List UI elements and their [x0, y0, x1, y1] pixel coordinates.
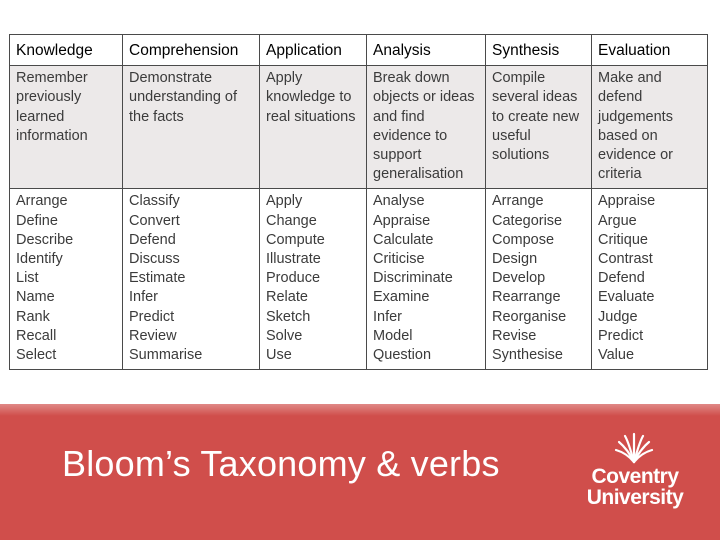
verb-item: Solve — [266, 327, 303, 344]
verb-item: Judge — [598, 308, 638, 325]
verb-item: Defend — [129, 231, 176, 248]
verb-item: Develop — [492, 270, 546, 287]
verb-item: Evaluate — [598, 289, 655, 306]
verb-item: Relate — [266, 289, 308, 306]
verbs-application — [260, 189, 367, 370]
header-evaluation: Evaluation — [592, 35, 708, 66]
phoenix-icon — [613, 432, 655, 464]
desc-synthesis: Compile several ideas to create new useful solutions — [486, 66, 592, 189]
verb-item: Produce — [266, 270, 321, 287]
verbs-comprehension — [123, 189, 260, 370]
verb-item: Identify — [16, 251, 63, 268]
verb-item: Describe — [16, 231, 74, 248]
verb-item: Categorise — [492, 212, 563, 229]
verb-item: Critique — [598, 231, 648, 248]
header-analysis: Analysis — [367, 35, 486, 66]
verb-item: Criticise — [373, 251, 425, 268]
verb-item: Arrange — [16, 193, 68, 210]
verbs-analysis — [367, 189, 486, 370]
verb-item: Appraise — [373, 212, 431, 229]
header-synthesis: Synthesis — [486, 35, 592, 66]
header-comprehension: Comprehension — [123, 35, 260, 66]
verb-item: Compose — [492, 231, 555, 248]
verbs-evaluation — [592, 189, 708, 370]
verb-item: Name — [16, 289, 55, 306]
verb-item: Design — [492, 251, 538, 268]
verb-item: List — [16, 270, 39, 287]
verb-item: Synthesise — [492, 347, 563, 364]
logo-line-1: Coventry — [591, 465, 679, 488]
desc-knowledge: Remember previously learned information — [10, 66, 123, 189]
verb-item: Contrast — [598, 251, 653, 268]
verb-item: Infer — [373, 308, 403, 325]
verb-item: Reorganise — [492, 308, 567, 325]
university-logo — [580, 432, 690, 522]
verb-item: Rank — [16, 308, 50, 325]
verb-item: Analyse — [373, 193, 425, 210]
verb-item: Arrange — [492, 193, 544, 210]
verb-item: Define — [16, 212, 58, 229]
verb-item: Estimate — [129, 270, 186, 287]
table-header-row — [10, 35, 708, 66]
logo-line-2: University — [586, 486, 684, 509]
verb-item: Examine — [373, 289, 430, 306]
verb-item: Convert — [129, 212, 180, 229]
verb-item: Select — [16, 347, 57, 364]
taxonomy-table — [9, 34, 708, 370]
verb-item: Classify — [129, 193, 180, 210]
desc-evaluation: Make and defend judgements based on evidence or criteria — [592, 66, 708, 189]
verbs-knowledge — [10, 189, 123, 370]
verb-item: Value — [598, 347, 635, 364]
verb-item: Revise — [492, 327, 537, 344]
verbs-synthesis — [486, 189, 592, 370]
header-knowledge: Knowledge — [10, 35, 123, 66]
verb-item: Infer — [129, 289, 159, 306]
verb-item: Defend — [598, 270, 645, 287]
description-row — [10, 66, 708, 189]
verb-item: Compute — [266, 231, 325, 248]
verb-item: Change — [266, 212, 317, 229]
verb-item: Discuss — [129, 251, 180, 268]
verb-item: Summarise — [129, 347, 203, 364]
verb-item: Use — [266, 347, 292, 364]
verbs-row — [10, 189, 708, 370]
desc-application: Apply knowledge to real situations — [260, 66, 367, 189]
verb-item: Predict — [129, 308, 175, 325]
verb-item: Illustrate — [266, 251, 321, 268]
verb-item: Predict — [598, 327, 644, 344]
verb-item: Argue — [598, 212, 637, 229]
slide-title: Bloom’s Taxonomy & verbs — [62, 443, 500, 484]
verb-item: Recall — [16, 327, 57, 344]
verb-item: Question — [373, 347, 432, 364]
desc-analysis: Break down objects or ideas and find evidence to support generalisation — [367, 66, 486, 189]
verb-item: Sketch — [266, 308, 311, 325]
desc-comprehension: Demonstrate understanding of the facts — [123, 66, 260, 189]
verb-item: Review — [129, 327, 177, 344]
verb-item: Calculate — [373, 231, 434, 248]
verb-item: Apply — [266, 193, 303, 210]
header-application: Application — [260, 35, 367, 66]
verb-item: Discriminate — [373, 270, 453, 287]
verb-item: Appraise — [598, 193, 656, 210]
verb-item: Rearrange — [492, 289, 561, 306]
verb-item: Model — [373, 327, 413, 344]
